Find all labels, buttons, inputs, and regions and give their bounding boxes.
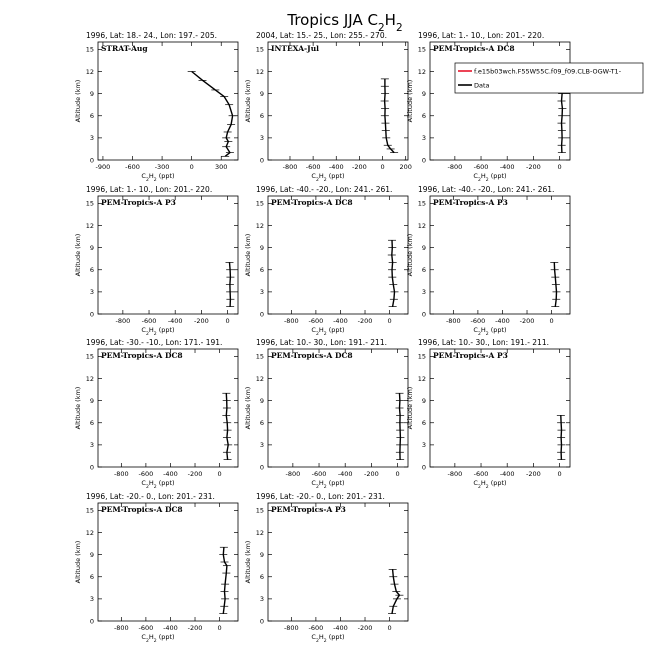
x-tick-label: -200: [519, 317, 535, 325]
y-tick-label: 6: [89, 419, 94, 428]
y-tick-label: 3: [89, 134, 94, 143]
chart-panel: [406, 31, 570, 183]
y-tick-label: 15: [255, 352, 264, 361]
y-axis-label: Altitude (km): [406, 386, 414, 430]
y-tick-label: 0: [259, 156, 264, 165]
x-axis-label: $C_2H_2$ (ppt): [473, 326, 507, 337]
x-tick-label: -800: [285, 470, 301, 478]
y-tick-label: 12: [255, 374, 264, 383]
panel-header: 1996, Lat: -20.- 0., Lon: 201.- 231.: [86, 492, 215, 501]
y-tick-label: 3: [89, 595, 94, 604]
data-series-line: [561, 86, 562, 152]
y-tick-label: 3: [259, 595, 264, 604]
y-axis-label: Altitude (km): [406, 79, 414, 123]
x-axis-label: $C_2H_2$ (ppt): [141, 172, 175, 183]
plot-frame: [98, 42, 238, 160]
y-tick-label: 9: [421, 243, 426, 252]
plot-frame: [98, 503, 238, 621]
y-tick-label: 12: [85, 67, 94, 76]
y-tick-label: 9: [259, 550, 264, 559]
y-tick-label: 9: [89, 89, 94, 98]
data-series-line: [226, 393, 228, 459]
y-tick-label: 12: [417, 67, 426, 76]
x-tick-label: -800: [447, 163, 463, 171]
y-tick-label: 0: [421, 156, 426, 165]
x-tick-label: -600: [308, 317, 324, 325]
plot-frame: [430, 42, 570, 160]
x-tick-label: 0: [395, 470, 400, 478]
x-tick-label: 200: [399, 163, 412, 171]
x-axis-label: $C_2H_2$ (ppt): [473, 172, 507, 183]
chart-panel: [74, 492, 238, 644]
y-tick-label: 0: [421, 310, 426, 319]
x-axis-label: $C_2H_2$ (ppt): [473, 479, 507, 490]
y-tick-label: 0: [89, 617, 94, 626]
y-tick-label: 15: [417, 45, 426, 54]
x-tick-label: -600: [311, 470, 327, 478]
panel-label: PEM-Tropics-A P3: [433, 198, 508, 207]
y-tick-label: 15: [85, 45, 94, 54]
x-tick-label: -200: [525, 163, 541, 171]
panel-label: PEM-Tropics-A DC8: [101, 505, 183, 514]
x-tick-label: -600: [305, 163, 321, 171]
x-axis-label: $C_2H_2$ (ppt): [311, 172, 345, 183]
panel-label: PEM-Tropics-A P3: [271, 505, 346, 514]
x-tick-label: -600: [470, 317, 486, 325]
panel-header: 1996, Lat: 1.- 10., Lon: 201.- 220.: [418, 31, 545, 40]
y-tick-label: 3: [421, 134, 426, 143]
x-tick-label: -200: [187, 624, 203, 632]
x-tick-label: -900: [95, 163, 111, 171]
y-tick-label: 0: [259, 617, 264, 626]
y-tick-label: 6: [421, 112, 426, 121]
x-tick-label: -400: [333, 317, 348, 325]
y-tick-label: 12: [417, 374, 426, 383]
y-tick-label: 9: [259, 89, 264, 98]
y-tick-label: 9: [259, 396, 264, 405]
y-tick-label: 3: [259, 288, 264, 297]
x-axis-label: $C_2H_2$ (ppt): [141, 326, 175, 337]
chart-panel: [244, 31, 412, 183]
x-tick-label: -200: [363, 470, 379, 478]
x-tick-label: -400: [337, 470, 353, 478]
panel-label: PEM-Tropics-A DC8: [433, 44, 515, 53]
panel-label: PEM-Tropics-A P3: [433, 351, 508, 360]
y-tick-label: 9: [89, 396, 94, 405]
x-tick-label: -800: [283, 624, 299, 632]
x-tick-label: -200: [357, 317, 373, 325]
y-tick-label: 12: [255, 67, 264, 76]
y-axis-label: Altitude (km): [406, 233, 414, 277]
x-tick-label: -400: [499, 163, 515, 171]
chart-panel: [74, 338, 238, 490]
x-tick-label: -200: [525, 470, 541, 478]
y-tick-label: 3: [259, 441, 264, 450]
y-tick-label: 15: [85, 352, 94, 361]
panel-header: 1996, Lat: -30.- -10., Lon: 171.- 191.: [86, 338, 223, 347]
chart-panel: [244, 492, 408, 644]
plot-frame: [430, 196, 570, 314]
panel-label: INTEXA-Jul: [271, 44, 319, 53]
panel-header: 1996, Lat: 10.- 30., Lon: 191.- 211.: [256, 338, 387, 347]
y-tick-label: 6: [259, 419, 264, 428]
panel-header: 1996, Lat: 18.- 24., Lon: 197.- 205.: [86, 31, 217, 40]
x-tick-label: -800: [445, 317, 461, 325]
plot-frame: [98, 196, 238, 314]
y-tick-label: 6: [89, 112, 94, 121]
x-tick-label: 300: [215, 163, 228, 171]
y-tick-label: 3: [89, 288, 94, 297]
y-tick-label: 3: [89, 441, 94, 450]
panel-header: 1996, Lat: 1.- 10., Lon: 201.- 220.: [86, 185, 213, 194]
x-tick-label: 0: [557, 163, 562, 171]
x-tick-label: -800: [282, 163, 298, 171]
y-axis-label: Altitude (km): [74, 233, 82, 277]
x-tick-label: -400: [167, 317, 183, 325]
y-axis-label: Altitude (km): [244, 540, 252, 584]
y-axis-label: Altitude (km): [74, 79, 82, 123]
plot-frame: [268, 196, 408, 314]
x-tick-label: -800: [113, 470, 129, 478]
y-tick-label: 0: [89, 310, 94, 319]
x-tick-label: -400: [495, 317, 510, 325]
y-tick-label: 15: [255, 506, 264, 515]
x-tick-label: -800: [283, 317, 299, 325]
y-tick-label: 6: [89, 266, 94, 275]
y-tick-label: 12: [255, 528, 264, 537]
y-tick-label: 0: [89, 463, 94, 472]
panel-header: 1996, Lat: 10.- 30., Lon: 191.- 211.: [418, 338, 549, 347]
data-series-line: [392, 240, 395, 306]
panel-header: 1996, Lat: -40.- -20., Lon: 241.- 261.: [256, 185, 393, 194]
x-tick-label: -400: [328, 163, 344, 171]
data-series-line: [192, 72, 233, 157]
y-tick-label: 15: [85, 506, 94, 515]
panel-label: PEM-Tropics-A P3: [101, 198, 176, 207]
panel-header: 1996, Lat: -40.- -20., Lon: 241.- 261.: [418, 185, 555, 194]
y-tick-label: 9: [421, 396, 426, 405]
x-tick-label: 0: [387, 624, 392, 632]
y-tick-label: 15: [417, 199, 426, 208]
y-tick-label: 0: [259, 310, 264, 319]
x-tick-label: -600: [138, 624, 154, 632]
y-tick-label: 15: [255, 199, 264, 208]
x-tick-label: 0: [549, 317, 554, 325]
x-tick-label: -400: [163, 624, 178, 632]
x-tick-label: -800: [115, 317, 131, 325]
y-tick-label: 6: [259, 112, 264, 121]
chart-panel: [74, 185, 238, 337]
x-tick-label: -600: [125, 163, 140, 171]
x-tick-label: -200: [187, 470, 203, 478]
panel-label: STRAT-Aug: [101, 44, 148, 53]
y-tick-label: 12: [255, 221, 264, 230]
x-tick-label: 0: [380, 163, 385, 171]
y-tick-label: 9: [259, 243, 264, 252]
y-tick-label: 12: [417, 221, 426, 230]
y-axis-label: Altitude (km): [244, 386, 252, 430]
y-tick-label: 15: [417, 352, 426, 361]
plot-frame: [268, 349, 408, 467]
y-tick-label: 0: [259, 463, 264, 472]
y-tick-label: 9: [89, 243, 94, 252]
x-tick-label: -200: [193, 317, 209, 325]
figure-title: Tropics JJA $C_2H_2$: [287, 11, 403, 34]
x-tick-label: 0: [557, 470, 562, 478]
chart-panel: [74, 31, 238, 183]
y-axis-label: Altitude (km): [74, 386, 82, 430]
x-tick-label: 0: [217, 470, 222, 478]
x-tick-label: 0: [387, 317, 392, 325]
legend-entry-label: Data: [474, 81, 490, 90]
x-tick-label: -600: [138, 470, 154, 478]
legend-entry-label: f.e15b03wch.F55W55C.f09_f09.CLB-OGW-T1-: [474, 67, 622, 76]
y-tick-label: 6: [259, 266, 264, 275]
panel-header: 1996, Lat: -20.- 0., Lon: 201.- 231.: [256, 492, 385, 501]
data-series-line: [400, 393, 401, 459]
panels: [74, 31, 570, 644]
y-tick-label: 3: [259, 134, 264, 143]
legend: [455, 63, 643, 93]
chart-panel: [406, 185, 570, 337]
x-tick-label: 0: [217, 624, 222, 632]
y-tick-label: 0: [421, 463, 426, 472]
x-tick-label: -400: [163, 470, 178, 478]
x-tick-label: -600: [141, 317, 157, 325]
plot-frame: [98, 349, 238, 467]
x-axis-label: $C_2H_2$ (ppt): [141, 479, 175, 490]
panel-label: PEM-Tropics-A DC8: [101, 351, 183, 360]
y-tick-label: 12: [85, 528, 94, 537]
x-tick-label: -200: [357, 624, 373, 632]
x-axis-label: $C_2H_2$ (ppt): [141, 633, 175, 644]
y-tick-label: 6: [89, 573, 94, 582]
y-tick-label: 12: [85, 374, 94, 383]
y-tick-label: 6: [421, 419, 426, 428]
data-series-line: [223, 547, 227, 613]
y-tick-label: 12: [85, 221, 94, 230]
panel-label: PEM-Tropics-A DC8: [271, 351, 353, 360]
chart-panel: [406, 338, 570, 490]
chart-panel: [244, 185, 408, 337]
y-tick-label: 6: [421, 266, 426, 275]
y-tick-label: 3: [421, 441, 426, 450]
y-tick-label: 9: [89, 550, 94, 559]
x-tick-label: -800: [447, 470, 463, 478]
x-tick-label: -300: [154, 163, 170, 171]
x-tick-label: -400: [333, 624, 348, 632]
y-tick-label: 15: [85, 199, 94, 208]
x-tick-label: -600: [473, 470, 489, 478]
panel-label: PEM-Tropics-A DC8: [271, 198, 353, 207]
panel-header: 2004, Lat: 15.- 25., Lon: 255.- 270.: [256, 31, 387, 40]
x-axis-label: $C_2H_2$ (ppt): [311, 479, 345, 490]
y-axis-label: Altitude (km): [244, 233, 252, 277]
y-tick-label: 15: [255, 45, 264, 54]
chart-panel: [244, 338, 408, 490]
x-tick-label: 0: [189, 163, 194, 171]
y-tick-label: 6: [259, 573, 264, 582]
x-axis-label: $C_2H_2$ (ppt): [311, 633, 345, 644]
x-axis-label: $C_2H_2$ (ppt): [311, 326, 345, 337]
x-tick-label: -200: [352, 163, 367, 171]
x-tick-label: 0: [225, 317, 230, 325]
x-tick-label: -800: [113, 624, 129, 632]
plot-frame: [268, 503, 408, 621]
y-axis-label: Altitude (km): [74, 540, 82, 584]
x-tick-label: -600: [473, 163, 489, 171]
y-tick-label: 3: [421, 288, 426, 297]
plot-frame: [430, 349, 570, 467]
y-axis-label: Altitude (km): [244, 79, 252, 123]
y-tick-label: 0: [89, 156, 94, 165]
y-tick-label: 9: [421, 89, 426, 98]
x-tick-label: -400: [499, 470, 515, 478]
x-tick-label: -600: [308, 624, 324, 632]
